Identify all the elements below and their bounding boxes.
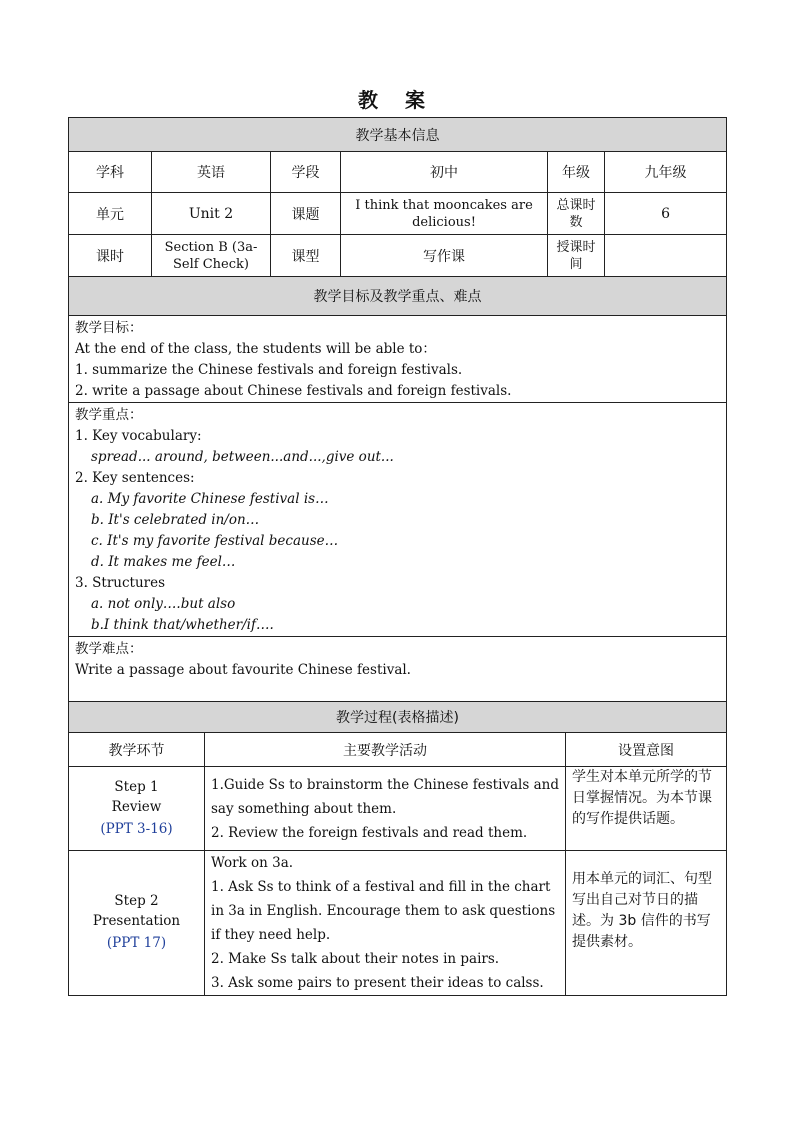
- info-label-lesson-type: 课型: [271, 235, 341, 277]
- intent-text: 用本单元的词汇、句型写出自己对节日的描述。为 3b 信件的书写提供素材。: [572, 871, 712, 950]
- objective-item: 2. write a passage about Chinese festivals and foreign festivals.: [75, 383, 512, 399]
- info-value-subject: 英语: [152, 152, 271, 193]
- page-title: 教 案: [358, 88, 435, 112]
- info-value-total-periods: 6: [605, 193, 727, 235]
- step-phase: Review: [111, 798, 162, 815]
- intent-cell: [566, 767, 727, 851]
- intent-text: 学生对本单元所学的节日掌握情况。为本节课的写作提供话题。: [572, 769, 712, 827]
- vocab-list: spread... around, between...and...,give out...: [91, 449, 394, 465]
- col-activity-header: 主要教学活动: [205, 733, 566, 767]
- activity-item: 1.Guide Ss to brainstorm the Chinese festivals and say something about them.: [211, 776, 559, 817]
- activity-item: Work on 3a.: [211, 855, 294, 871]
- info-label-stage: 学段: [271, 152, 341, 193]
- col-intent-header: 设置意图: [566, 733, 727, 767]
- vocab-title: 1. Key vocabulary:: [75, 428, 202, 444]
- info-label-topic: 课题: [271, 193, 341, 235]
- step-name: Step 2: [114, 893, 159, 909]
- key-points-title: 教学重点：: [75, 407, 143, 423]
- step-name: Step 1: [114, 778, 159, 795]
- info-label-grade: 年级: [548, 152, 605, 193]
- activity-item: 2. Review the foreign festivals and read them.: [211, 824, 528, 841]
- difficult-title: 教学难点：: [75, 641, 143, 657]
- difficult-points-cell: [69, 637, 727, 705]
- step-ppt: (PPT 3-16): [100, 820, 173, 837]
- info-label-subject: 学科: [69, 152, 152, 193]
- info-value-topic: I think that mooncakes are delicious!: [341, 193, 548, 235]
- structure-item: a. not only….but also: [91, 596, 236, 612]
- info-value-grade: 九年级: [605, 152, 727, 193]
- sentences-title: 2. Key sentences:: [75, 470, 195, 486]
- info-label-period: 课时: [69, 235, 152, 277]
- objectives-intro: At the end of the class, the students will be able to：: [75, 341, 436, 357]
- sentence-item: b. It's celebrated in/on…: [91, 512, 260, 528]
- sentence-item: d. It makes me feel…: [91, 554, 236, 570]
- goals-header: 教学目标及教学重点、难点: [69, 277, 727, 316]
- step-cell: [69, 767, 205, 851]
- info-value-unit: Unit 2: [152, 193, 271, 235]
- table-row: [69, 851, 727, 996]
- activity-cell: [205, 851, 566, 996]
- info-label-teaching-time: 授课时间: [548, 235, 605, 277]
- intent-cell: [566, 851, 727, 996]
- activity-item: 3. Ask some pairs to present their ideas to calss.: [211, 975, 544, 991]
- objective-item: 1. summarize the Chinese festivals and foreign festivals.: [75, 362, 463, 378]
- step-ppt: (PPT 17): [106, 935, 167, 951]
- basic-info-header: 教学基本信息: [69, 118, 727, 152]
- structures-title: 3. Structures: [75, 575, 166, 591]
- info-value-period: Section B (3a-Self Check): [152, 235, 271, 277]
- step-cell: [69, 851, 205, 996]
- objectives-title: 教学目标：: [75, 320, 143, 336]
- difficult-text: Write a passage about favourite Chinese festival.: [75, 662, 411, 678]
- info-label-total-periods: 总课时数: [548, 193, 605, 235]
- activity-item: 2. Make Ss talk about their notes in pairs.: [211, 951, 500, 967]
- structure-item: b.I think that/whether/if….: [91, 617, 274, 633]
- table-row: [69, 767, 727, 851]
- col-step-header: 教学环节: [69, 733, 205, 767]
- objectives-cell: [69, 316, 727, 403]
- sentence-item: c. It's my favorite festival because…: [91, 533, 339, 549]
- activity-cell: [205, 767, 566, 851]
- sentence-item: a. My favorite Chinese festival is…: [91, 491, 329, 507]
- activity-item: 1. Ask Ss to think of a festival and fill in the chart in 3a in English. Encourage them to ask questions if they need help.: [211, 879, 556, 943]
- teaching-process-table: [68, 701, 727, 996]
- info-value-lesson-type: 写作课: [341, 235, 548, 277]
- info-label-unit: 单元: [69, 193, 152, 235]
- process-header: 教学过程(表格描述): [69, 702, 727, 733]
- key-points-cell: [69, 403, 727, 637]
- info-value-teaching-time: [605, 235, 727, 277]
- step-phase: Presentation: [92, 913, 181, 929]
- lesson-info-table: [68, 117, 727, 705]
- info-value-stage: 初中: [341, 152, 548, 193]
